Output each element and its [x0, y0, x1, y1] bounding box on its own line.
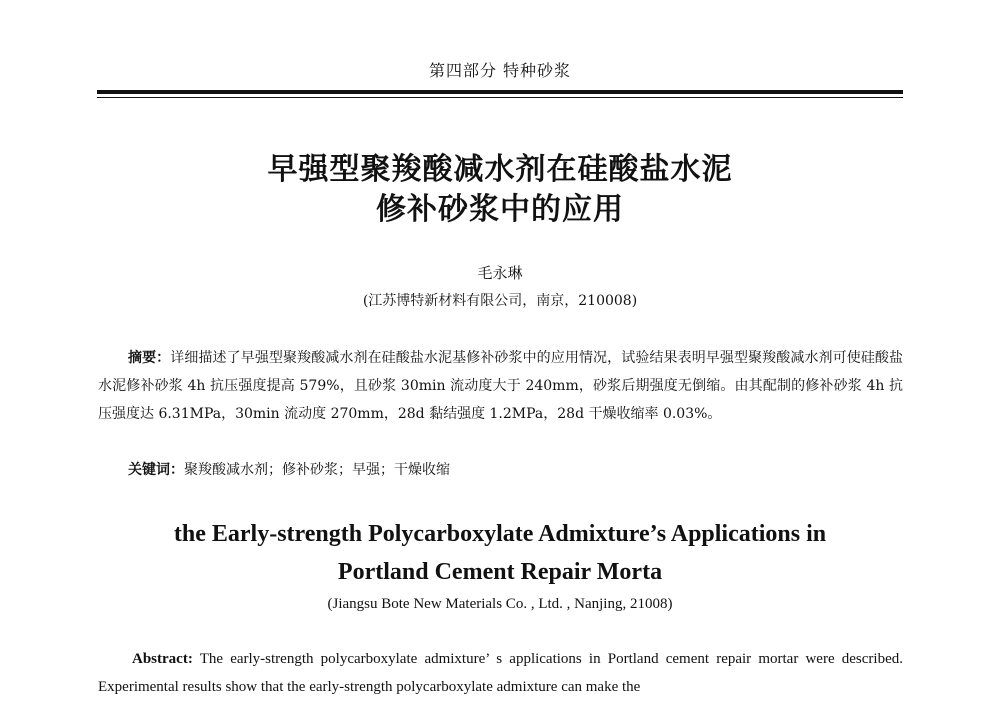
english-title-line-2: Portland Cement Repair Morta	[337, 559, 663, 585]
chinese-abstract	[98, 344, 903, 428]
header-rule-thick	[97, 90, 903, 94]
chinese-keywords-label: 关键词：	[128, 462, 184, 478]
chinese-abstract-text: 详细描述了早强型聚羧酸减水剂在硅酸盐水泥基修补砂浆中的应用情况，试验结果表明早强型聚羧酸减水剂可使硅酸盐水泥修补砂浆 4h 抗压强度提高 579%，且砂浆 30min 流动度大于 240mm，砂浆后期强度无倒缩。由其配制的修补砂浆 4h 抗压强度达 6.31MPa，30min 流动度 270mm，28d 黏结强度 1.2MPa，28d 干燥收缩率 0.03%。	[98, 350, 904, 422]
chinese-affiliation: (江苏博特新材料有限公司，南京，210008)	[362, 293, 638, 309]
english-abstract-label: Abstract:	[132, 651, 193, 667]
chinese-title-line-1: 早强型聚羧酸减水剂在硅酸盐水泥	[267, 152, 733, 187]
chinese-title-line-2: 修补砂浆中的应用	[376, 192, 624, 227]
author-name: 毛永琳	[477, 264, 523, 282]
chinese-keywords	[128, 456, 450, 484]
english-abstract-text: The early-strength polycarboxylate admixture’ s applications in Portland cement repair mortar were described. Experimental results show that the early-strength polycarboxylate admixture can make the	[98, 651, 903, 695]
chinese-abstract-label: 摘要：	[128, 350, 171, 366]
english-abstract	[98, 645, 903, 701]
english-affiliation: (Jiangsu Bote New Materials Co. , Ltd. , Nanjing, 21008)	[327, 596, 673, 612]
running-header: 第四部分 特种砂浆	[428, 61, 572, 80]
chinese-title	[0, 150, 1000, 230]
english-title	[0, 515, 1000, 591]
header-rule-thin	[97, 97, 903, 98]
chinese-keywords-text: 聚羧酸减水剂；修补砂浆；早强；干燥收缩	[184, 462, 450, 478]
english-title-line-1: the Early-strength Polycarboxylate Admixture’s Applications in	[173, 521, 827, 547]
